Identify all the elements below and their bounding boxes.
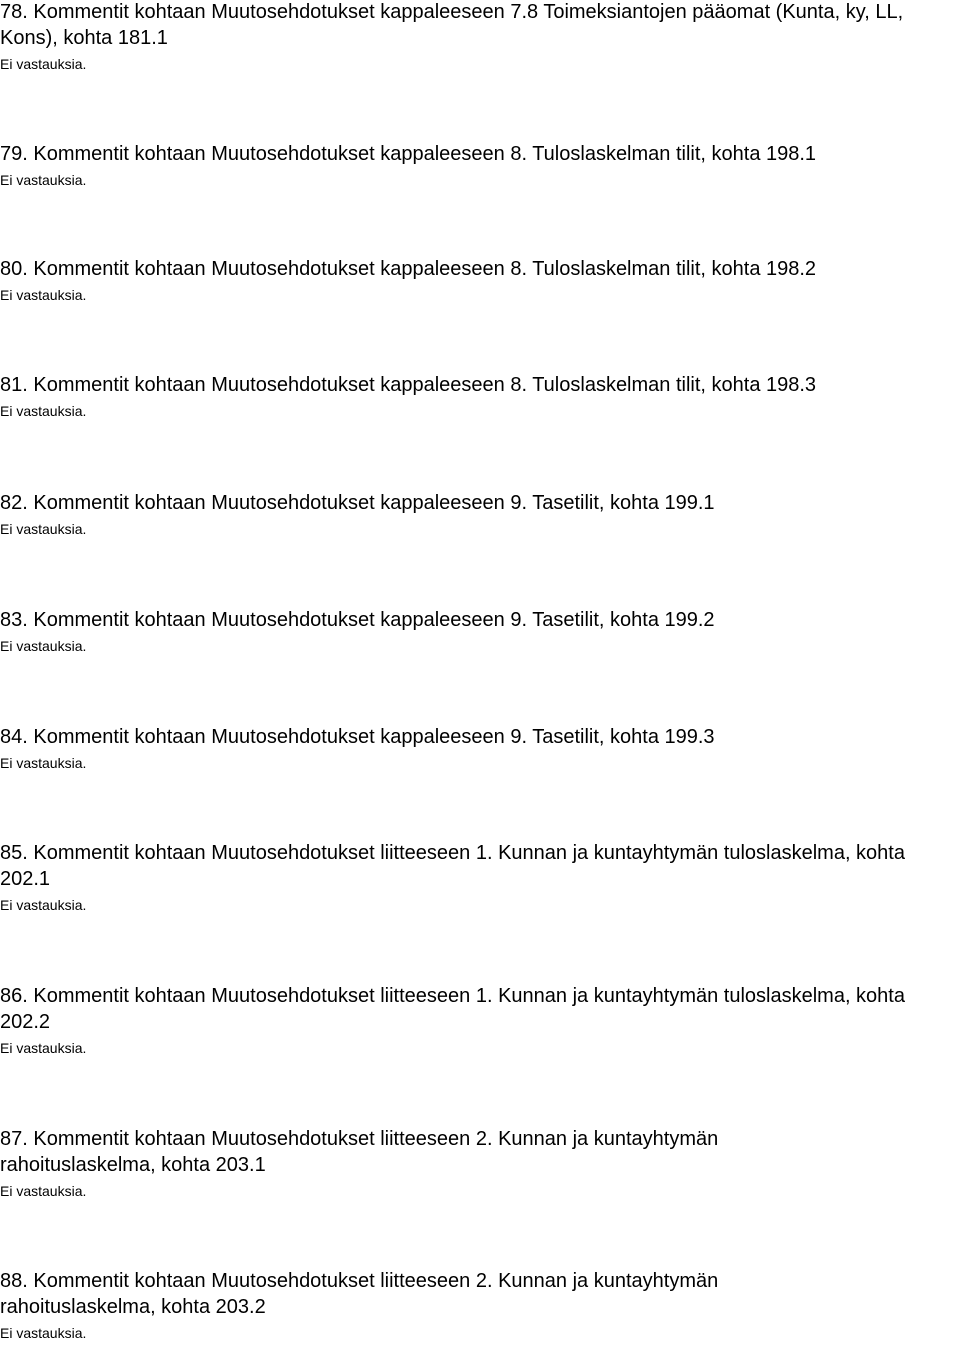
question-heading: 87. Kommentit kohtaan Muutosehdotukset liitteeseen 2. Kunnan ja kuntayhtymän rahoituslaskelma, kohta 203.1	[0, 1128, 719, 1176]
entry-78	[0, 0, 960, 74]
answer-text: Ei vastauksia.	[0, 172, 87, 188]
entry-79	[0, 141, 960, 190]
question-heading: 81. Kommentit kohtaan Muutosehdotukset kappaleeseen 8. Tuloslaskelman tilit, kohta 198.3	[0, 374, 817, 396]
answer-text: Ei vastauksia.	[0, 1325, 87, 1341]
question-heading: 83. Kommentit kohtaan Muutosehdotukset kappaleeseen 9. Tasetilit, kohta 199.2	[0, 609, 715, 631]
question-heading: 85. Kommentit kohtaan Muutosehdotukset liitteeseen 1. Kunnan ja kuntayhtymän tuloslaskelma, kohta 202.1	[0, 842, 905, 890]
answer-text: Ei vastauksia.	[0, 897, 87, 913]
question-heading: 84. Kommentit kohtaan Muutosehdotukset kappaleeseen 9. Tasetilit, kohta 199.3	[0, 726, 715, 748]
answer-text: Ei vastauksia.	[0, 521, 87, 537]
entry-85	[0, 840, 960, 915]
entry-80	[0, 256, 960, 305]
entry-83	[0, 607, 960, 656]
question-heading: 80. Kommentit kohtaan Muutosehdotukset kappaleeseen 8. Tuloslaskelman tilit, kohta 198.2	[0, 258, 817, 280]
entry-82	[0, 490, 960, 539]
entry-87	[0, 1126, 960, 1201]
entry-81	[0, 372, 960, 421]
answer-text: Ei vastauksia.	[0, 403, 87, 419]
question-heading: 78. Kommentit kohtaan Muutosehdotukset kappaleeseen 7.8 Toimeksiantojen pääomat (Kunta, ky, LL, Kons), kohta 181.1	[0, 1, 904, 49]
answer-text: Ei vastauksia.	[0, 638, 87, 654]
answer-text: Ei vastauksia.	[0, 1040, 87, 1056]
question-heading: 82. Kommentit kohtaan Muutosehdotukset kappaleeseen 9. Tasetilit, kohta 199.1	[0, 492, 715, 514]
answer-text: Ei vastauksia.	[0, 56, 87, 72]
entry-86	[0, 983, 960, 1058]
question-heading: 79. Kommentit kohtaan Muutosehdotukset kappaleeseen 8. Tuloslaskelman tilit, kohta 198.1	[0, 143, 817, 165]
answer-text: Ei vastauksia.	[0, 1183, 87, 1199]
entry-88	[0, 1268, 960, 1343]
answer-text: Ei vastauksia.	[0, 287, 87, 303]
entry-84	[0, 724, 960, 773]
answer-text: Ei vastauksia.	[0, 755, 87, 771]
question-heading: 86. Kommentit kohtaan Muutosehdotukset liitteeseen 1. Kunnan ja kuntayhtymän tuloslaskelma, kohta 202.2	[0, 985, 905, 1033]
question-heading: 88. Kommentit kohtaan Muutosehdotukset liitteeseen 2. Kunnan ja kuntayhtymän rahoituslaskelma, kohta 203.2	[0, 1270, 719, 1318]
